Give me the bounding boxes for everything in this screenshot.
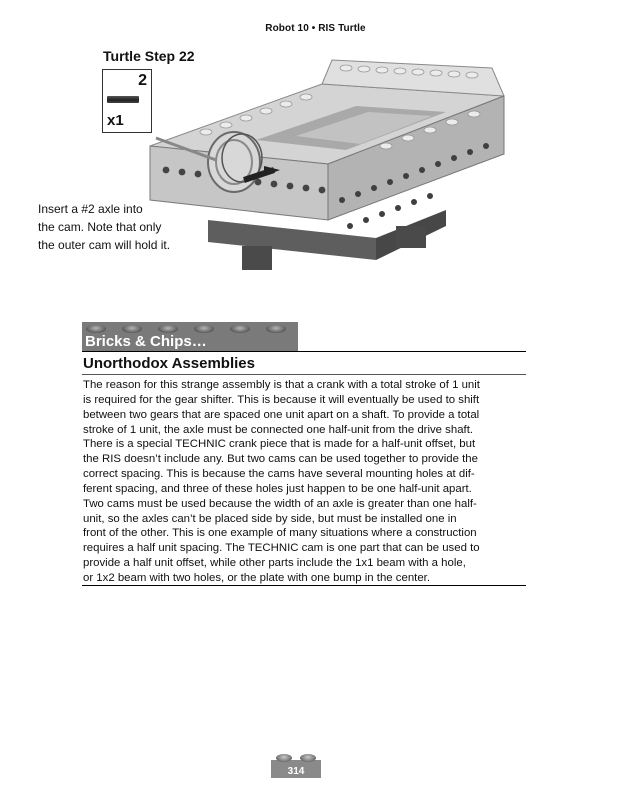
- sidebar-title: Unorthodox Assemblies: [83, 355, 255, 372]
- divider: [82, 585, 526, 586]
- divider: [82, 374, 526, 375]
- body-line: stroke of 1 unit, the axle must be connected one half-unit from the drive shaft.: [83, 423, 474, 436]
- brick-stud-icon: [276, 754, 292, 762]
- body-line: front of the other. This is one example of many situations where a construction: [83, 527, 477, 540]
- instruction-line: the outer cam will hold it.: [38, 238, 171, 252]
- body-line: or 1x2 beam with two holes, or the plate with one bump in the center.: [83, 571, 430, 584]
- part-quantity-label: x1: [107, 112, 124, 129]
- step-instruction: [38, 200, 188, 254]
- instruction-line: the cam. Note that only: [38, 220, 162, 234]
- running-head: Robot 10 • RIS Turtle: [265, 23, 366, 34]
- sidebar-body: [83, 378, 527, 586]
- axle-icon: [107, 96, 139, 103]
- body-line: The reason for this strange assembly is that a crank with a total stroke of 1 unit: [83, 379, 480, 391]
- part-length-label: 2: [138, 72, 147, 89]
- body-line: requires a half unit spacing. The TECHNIC cam is one part that can be used to: [83, 542, 480, 555]
- brick-stud-icon: [122, 325, 142, 333]
- brick-stud-icon: [266, 325, 286, 333]
- body-line: the RIS doesn’t include any. But two cams can be used together to provide the: [83, 453, 478, 466]
- brick-stud-icon: [86, 325, 106, 333]
- page-number: 314: [287, 766, 305, 777]
- brick-stud-icon: [194, 325, 214, 333]
- page-number-badge: [271, 760, 321, 778]
- body-line: unit, so the axles can’t be placed side by side, but must be installed one in: [83, 512, 457, 525]
- parts-callout: [102, 69, 152, 133]
- body-line: provide a half unit offset, while other parts include the 1x1 beam with a hole,: [83, 557, 466, 570]
- brick-stud-icon: [230, 325, 250, 333]
- instruction-line: Insert a #2 axle into: [38, 202, 143, 216]
- body-line: between two gears that are spaced one unit apart on a shaft. To provide a total: [83, 408, 480, 421]
- body-line: There is a special TECHNIC crank piece that is made for a half-unit offset, but: [83, 438, 476, 451]
- brick-stud-icon: [300, 754, 316, 762]
- body-line: correct spacing. This is because the cams have several mounting holes at dif-: [83, 468, 475, 481]
- body-line: is required for the gear shifter. This is because it will eventually be used to shift: [83, 393, 480, 406]
- body-line: ferent spacing, and three of these holes just happen to be one half-unit apart.: [83, 482, 472, 495]
- sidebar-banner-label: Bricks & Chips…: [85, 333, 207, 350]
- sidebar-banner: [82, 322, 298, 352]
- step-title: Turtle Step 22: [103, 48, 195, 64]
- lego-model-illustration: [146, 50, 522, 276]
- body-line: Two cams must be used because the width of an axle is greater than one half-: [83, 497, 477, 510]
- divider: [82, 351, 526, 352]
- brick-stud-icon: [158, 325, 178, 333]
